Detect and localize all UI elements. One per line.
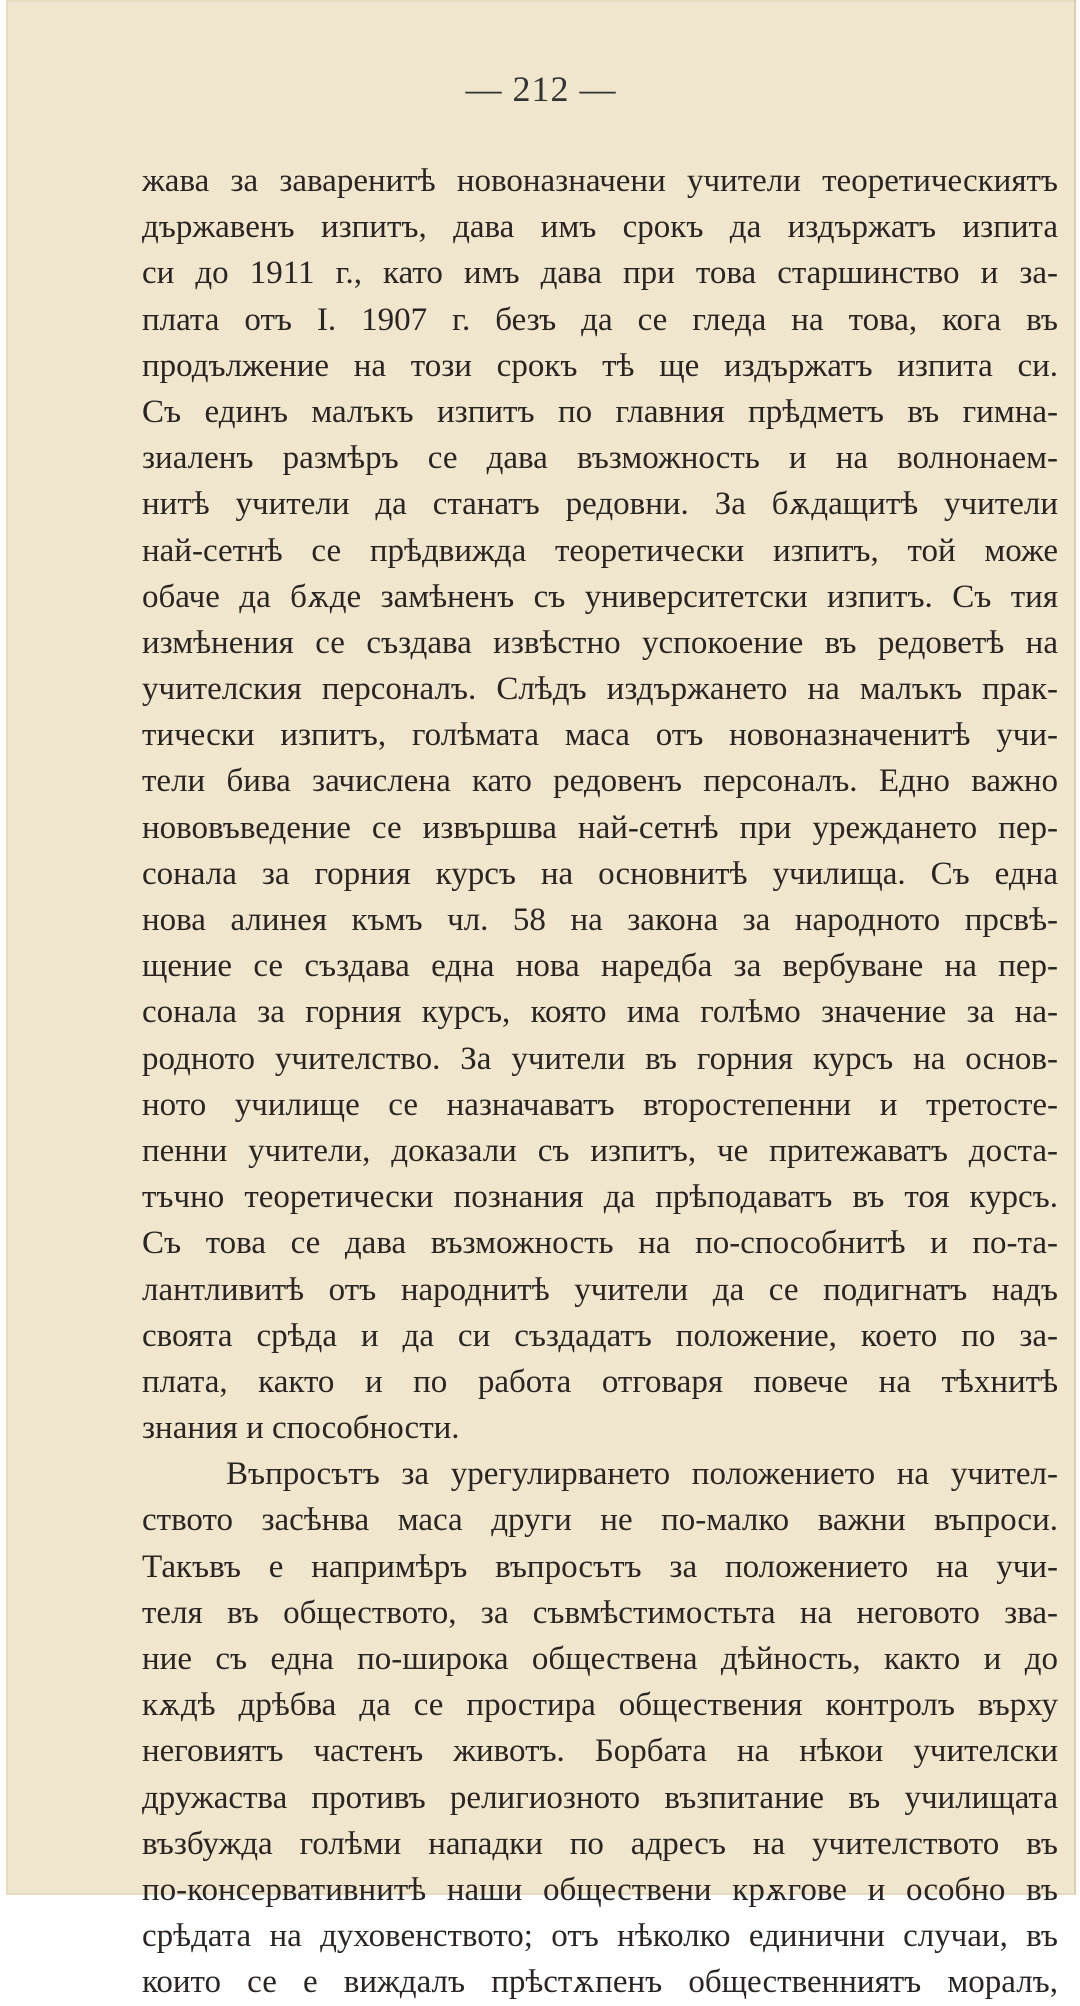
text-line: ние съ една по-широка обществена дѣйность, както и до — [142, 1641, 1058, 1677]
text-line: най-сетнѣ се прѣдвижда теоретически изпитъ, той може — [142, 532, 1058, 569]
text-line: възбужда голѣми нападки по адресъ на учителството въ — [142, 1825, 1058, 1862]
body-text — [142, 158, 1058, 2006]
text-line: измѣнения се създава извѣстно успокоение въ редоветѣ на — [142, 624, 1058, 661]
book-page — [6, 0, 1076, 2001]
text-line: кѫдѣ дрѣбва да се простира обществения контролъ върху — [142, 1687, 1058, 1724]
text-line: ството засѣнва маса други не по-малко важни въпроси. — [142, 1502, 1058, 1539]
text-line: нова алинея къмъ чл. 58 на закона за народното прсвѣ- — [142, 902, 1058, 938]
text-line: родното учителство. За учители въ горния курсъ на основ- — [142, 1040, 1058, 1077]
text-line: лантливитѣ отъ народнитѣ учители да се подигнатъ надъ — [142, 1271, 1058, 1308]
text-line: пенни учители, доказали съ изпитъ, че притежаватъ доста- — [142, 1132, 1058, 1169]
text-line: Съ това се дава възможность на по-способнитѣ и по-та- — [142, 1225, 1058, 1262]
text-line: срѣдата на духовенството; отъ нѣколко единични случаи, въ — [142, 1918, 1058, 1955]
text-line: нитѣ учители да станатъ редовни. За бѫдащитѣ учители — [142, 486, 1058, 523]
text-line: плата, както и по работа отговаря повече на тѣхнитѣ — [142, 1363, 1058, 1400]
text-line: държавенъ изпитъ, дава имъ срокъ да издържатъ изпита — [142, 209, 1058, 246]
text-line: плата отъ I. 1907 г. безъ да се гледа на това, кога въ — [142, 301, 1058, 338]
page-number: — 212 — — [465, 69, 617, 109]
text-line: по-консервативнитѣ наши обществени крѫгове и особно въ — [142, 1871, 1058, 1908]
text-line: Съ единъ малъкъ изпитъ по главния прѣдметъ въ гимна- — [142, 393, 1058, 430]
text-line: своята срѣда и да си създадатъ положение, което по за- — [142, 1317, 1058, 1354]
text-line: знания и способности. — [142, 1410, 460, 1447]
text-line: тъчно теоретически познания да прѣподаватъ въ тоя курсъ. — [142, 1179, 1058, 1216]
text-line: нововъведение се извършва най-сетнѣ при уреждането пер- — [142, 809, 1058, 846]
text-line: тели бива зачислена като редовенъ персоналъ. Едно важно — [142, 763, 1058, 800]
text-line: обаче да бѫде замѣненъ съ университетски изпитъ. Съ тия — [142, 578, 1058, 615]
text-line: тически изпитъ, голѣмата маса отъ новоназначенитѣ учи- — [142, 717, 1058, 754]
text-line: дружаства противъ религиозното възпитание въ училищата — [142, 1779, 1058, 1816]
text-line: зиаленъ размѣръ се дава възможность и на волнонаем- — [142, 440, 1058, 477]
text-line-paragraph-start: Въпросътъ за урегулирването положението на учител- — [226, 1456, 1058, 1493]
text-line: продължение на този срокъ тѣ ще издържатъ изпита си. — [142, 347, 1058, 384]
text-line: жава за заваренитѣ новоназначени учители теоретическиятъ — [142, 163, 1058, 199]
text-line: които се е виждалъ прѣстѫпенъ общественниятъ моралъ, — [142, 1964, 1058, 2001]
page-edge — [1074, 0, 1076, 1895]
text-line: си до 1911 г., като имъ дава при това старшинство и за- — [142, 255, 1058, 292]
text-line: Такъвъ е напримѣръ въпросътъ за положението на учи- — [142, 1548, 1058, 1585]
text-line: сонала за горния курсъ, която има голѣмо значение за на- — [142, 994, 1058, 1031]
text-line: теля въ обществото, за съвмѣстимостьта на неговото зва- — [142, 1594, 1058, 1631]
text-line: неговиятъ частенъ животъ. Борбата на нѣкои учителски — [142, 1733, 1058, 1770]
text-line: ното училище се назначаватъ второстепенни и третосте- — [142, 1086, 1058, 1123]
text-line: учителския персоналъ. Слѣдъ издържането на малъкъ прак- — [142, 671, 1058, 708]
text-line: щение се създава една нова наредба за вербуване на пер- — [142, 948, 1058, 985]
text-line: сонала за горния курсъ на основнитѣ училища. Съ една — [142, 855, 1058, 892]
